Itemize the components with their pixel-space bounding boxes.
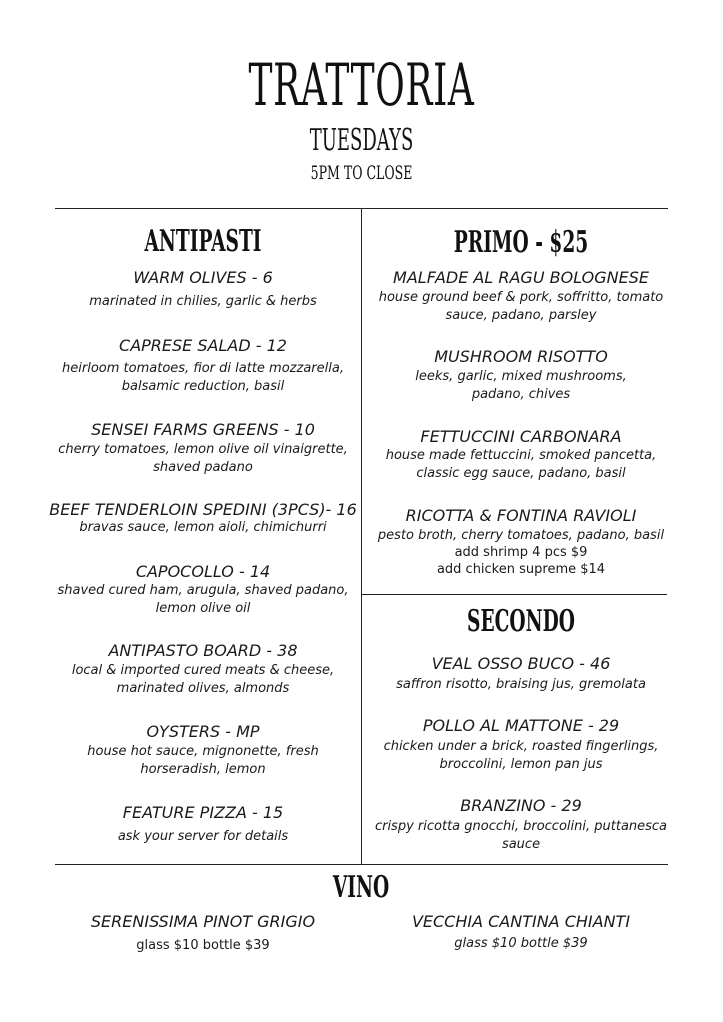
menu-item-name: FEATURE PIZZA - 15 (122, 803, 284, 822)
menu-item-name: BRANZINO - 29 (460, 796, 582, 815)
primo-heading-label: PRIMO (453, 225, 529, 260)
vino-heading: VINO (332, 870, 390, 905)
menu-item-addon: add shrimp 4 pcs $9 (454, 545, 588, 560)
menu-hours: 5PM TO CLOSE (310, 162, 413, 184)
menu-item-name: SENSEI FARMS GREENS - 10 (91, 420, 315, 439)
menu-day: TUESDAYS (309, 123, 414, 158)
menu-item-desc: local & imported cured meats & cheese, marinated olives, almonds (71, 663, 335, 696)
menu-item-addon: add chicken supreme $14 (436, 562, 606, 577)
restaurant-title: TRATTORIA (248, 51, 475, 119)
menu-item-name: CAPRESE SALAD - 12 (119, 336, 287, 355)
menu-item-desc: marinated in chilies, garlic & herbs (89, 294, 317, 309)
menu-item-desc: house hot sauce, mignonette, fresh horseradish, lemon (87, 744, 319, 777)
menu-item-desc: shaved cured ham, arugula, shaved padano, lemon olive oil (57, 583, 349, 616)
menu-item-desc: ask your server for details (117, 829, 289, 844)
wine-price: glass $10 bottle $39 (136, 938, 270, 953)
menu-item-name: POLLO AL MATTONE - 29 (422, 716, 620, 735)
menu-item-desc: pesto broth, cherry tomatoes, padano, basil (377, 528, 665, 543)
menu-item-name: RICOTTA & FONTINA RAVIOLI (405, 506, 637, 525)
menu-item-desc: leeks, garlic, mixed mushrooms, padano, chives (415, 369, 627, 402)
wine-name: SERENISSIMA PINOT GRIGIO (90, 912, 316, 931)
antipasti-heading: ANTIPASTI (144, 224, 262, 259)
menu-item-name: CAPOCOLLO - 14 (135, 562, 271, 581)
wine-price: glass $10 bottle $39 (454, 936, 588, 951)
menu-item-name: FETTUCCINI CARBONARA (420, 427, 622, 446)
menu-item-desc: bravas sauce, lemon aioli, chimichurri (79, 520, 327, 535)
menu-item-desc: house ground beef & pork, soffritto, tomato sauce, padano, parsley (378, 290, 664, 323)
secondo-heading: SECONDO (467, 604, 575, 639)
primo-heading (428, 226, 614, 260)
menu-item-desc: saffron risotto, braising jus, gremolata (396, 677, 646, 692)
wine-name: VECCHIA CANTINA CHIANTI (411, 912, 631, 931)
menu-item-desc: crispy ricotta gnocchi, broccolini, puttanesca sauce (374, 819, 668, 852)
menu-item-name: ANTIPASTO BOARD - 38 (108, 641, 298, 660)
menu-item-name: MUSHROOM RISOTTO (434, 347, 608, 366)
menu-item-name: MALFADE AL RAGU BOLOGNESE (393, 268, 649, 287)
menu-item-desc: cherry tomatoes, lemon olive oil vinaigrette, shaved padano (58, 442, 348, 475)
menu-item-desc: chicken under a brick, roasted fingerlings, broccolini, lemon pan jus (383, 739, 659, 772)
menu-item-name: BEEF TENDERLOIN SPEDINI (3PCS)- 16 (49, 500, 357, 519)
menu-item-desc: heirloom tomatoes, fior di latte mozzarella, balsamic reduction, basil (62, 361, 344, 394)
menu-item-name: VEAL OSSO BUCO - 46 (431, 654, 611, 673)
menu-item-name: WARM OLIVES - 6 (133, 268, 273, 287)
primo-price: - $25 (535, 225, 589, 260)
menu-item-desc: house made fettuccini, smoked pancetta, classic egg sauce, padano, basil (385, 448, 657, 481)
primo-secondo-divider (361, 594, 667, 595)
menu-item-name: OYSTERS - MP (146, 722, 260, 741)
bottom-divider (55, 864, 668, 865)
